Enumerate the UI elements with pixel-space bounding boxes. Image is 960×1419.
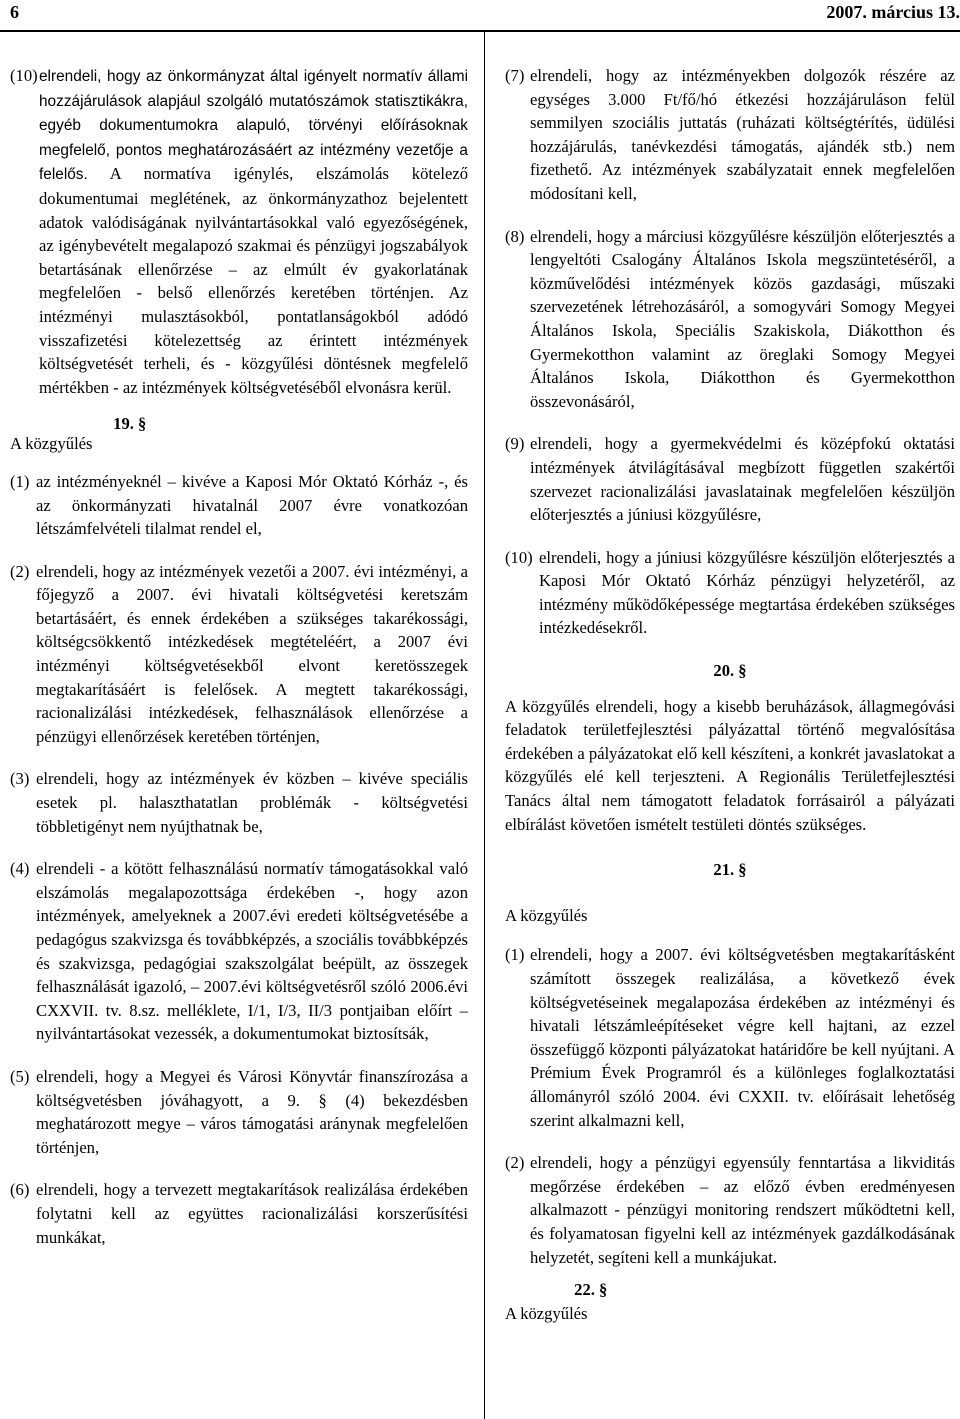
paragraph-item	[10, 470, 468, 541]
section-heading-row	[10, 414, 468, 456]
item-number: (2)	[505, 1153, 525, 1173]
paragraph-item	[10, 64, 468, 399]
item-number: (1)	[10, 471, 30, 491]
section-title: 19. §	[113, 414, 147, 434]
right-item-list-b	[505, 943, 955, 1269]
paragraph-item	[505, 1151, 955, 1269]
item-number: (2)	[10, 561, 30, 581]
section-lead: A közgyűlés	[10, 434, 93, 454]
item-text: elrendeli, hogy a tervezett megtakarítások realizálása érdekében folytatni kell az együttes racionalizálási korszerűsítési munkákat,	[36, 1180, 468, 1247]
left-item-list	[10, 470, 468, 1249]
item-number: (5)	[10, 1066, 30, 1086]
right-column	[505, 64, 955, 1326]
paragraph-item	[505, 943, 955, 1132]
paragraph-item	[10, 1178, 468, 1249]
page-number: 6	[10, 2, 19, 22]
issue-date: 2007. március 13.	[826, 2, 960, 22]
section-title: 21. §	[713, 860, 747, 880]
section-lead: A közgyűlés	[505, 1304, 588, 1324]
item-number: (9)	[505, 434, 525, 454]
paragraph-item	[10, 767, 468, 838]
item-number: (10)	[10, 66, 38, 85]
item-text: elrendeli, hogy az intézményekben dolgozók részére az egységes 3.000 Ft/fő/hó étkezési hozzájáruláson felül semmilyen szociális juttatás (ruházati költségtérítés, üdülési hozzájárulás, tanévkezdési támogatás, ajándék stb.) nem fizethető. Az intézmények szabályzatait ennek megfelelően módosítani kell,	[530, 66, 955, 203]
item-text: elrendeli, hogy a pénzügyi egyensúly fenntartása a likviditás megőrzése érdekében – az előző évben eredményesen alkalmazott - pénzügyi monitoring rendszert működtetni kell, és folyamatosan figyelni kell az intézmények gazdálkodásának helyzetét, segíteni kell a munkájukat.	[530, 1153, 955, 1267]
item-number: (1)	[505, 945, 525, 965]
paragraph-item	[505, 64, 955, 206]
item-number: (6)	[10, 1180, 30, 1200]
section-title: 20. §	[713, 661, 747, 681]
item-text: elrendeli, hogy az intézmények vezetői a 2007. évi intézményi, a főjegyző a 2007. évi hivatali költségvetési keretszám betartásáért, és ennek érdekében a szükséges takarékossági, költségcsökkentő intézkedések megtételéért, a 2007 évi intézményi költségvetésekből elvont keretösszegek megtakarításáért is felelősek. A megtett takarékossági, racionalizálási intézkedések, felhasználások ellenőrzése a pénzügyi ellenőrzések keretében történjen,	[36, 561, 468, 746]
item-text: elrendeli, hogy a 2007. évi költségvetésben megtakarításként számított összegek realizálása, a következő évek költségvetéseinek megalapozása érdekében az intézményi és hivatali létszámleépítéseket végre kell hajtani, az ezzel összefüggő központi pályázatokat határidőre be kell nyújtani. A Prémium Évek Programról és a különleges foglalkoztatási állományról szóló 2004. évi CXXII. tv. előírásait lehetőség szerint alkalmazni kell,	[530, 945, 955, 1130]
item-number: (7)	[505, 66, 525, 85]
column-divider	[484, 32, 485, 1419]
page-header	[10, 2, 960, 26]
right-item-list-a	[505, 64, 955, 640]
item-text	[39, 64, 468, 399]
section-heading-row	[505, 1280, 955, 1324]
item-text: elrendeli, hogy a júniusi közgyűlésre készüljön előterjesztés a Kaposi Mór Oktató Kórház pénzügyi helyzetéről, az intézmény működőképessége megtartása érdekében szükséges intézkedésekről.	[539, 547, 955, 638]
header-rule	[0, 30, 960, 32]
section-text: A közgyűlés elrendeli, hogy a kisebb beruházások, állagmegóvási feladatok területfejlesztési pályázattal történő megvalósítása érdekében a pályázatokat elő kell készíteni, a konkrét javaslatokat a közgyűlés elé kell terjeszteni. A Regionális Területfejlesztési Tanács által nem támogatott feladatok forrásairól a pályázati elbírálást követően ismételt testületi döntés szükséges.	[505, 696, 955, 834]
item-text: elrendeli, hogy a gyermekvédelmi és középfokú oktatási intézmények átvilágításával megbízott független szakértői szervezet racionalizálási javaslatainak megfelelően készüljön előterjesztés a júniusi közgyűlésre,	[530, 434, 955, 525]
paragraph-item	[505, 225, 955, 414]
item-text-serif: A normatíva igénylés, elszámolás kötelező dokumentumai meglétének, az önkormányzathoz bejelentett adatok valódiságának nyilvántartásokkal való egyezőségének, az igénybevételt megalapozó szakmai és pénzügyi jogszabályok betartásának ellenőrzése – az elmúlt év gyakorlatának megfelelően - belső ellenőrzés keretében történjen. Az intézményi mulasztásokból, pontatlanságokból adódó visszafizetési kötelezettség az érintett intézmények költségvetését terheli, és - közgyűlési döntésnek megfelelő mértékben - az intézmények költségvetéséből elvonásra kerül.	[39, 164, 468, 397]
left-column	[10, 64, 468, 1268]
section-title: 22. §	[574, 1280, 608, 1300]
item-text: az intézményeknél – kivéve a Kaposi Mór Oktató Kórház -, és az önkormányzati hivatalnál 2007 évre vonatkozóan létszámfelvételi tilalmat rendel el,	[36, 471, 468, 539]
item-text: elrendeli - a kötött felhasználású normatív támogatásokkal való elszámolás megalapozottsága érdekében -, hogy azon intézmények, amelyeknek a 2007.évi eredeti költségvetésébe a pedagógus szakvizsga és továbbképzés, a szociális továbbképzés és szakvizsga, pedagógiai szakszolgálat beépült, az összegek felhasználását igazoló, – 2007.évi költségvetésről szóló 2006.évi CXXVII. tv. 8.sz. melléklete, I/1, I/3, II/3 pontjaiban előírt – nyilvántartásokat vezessék, a dokumentumokat biztosítsák,	[36, 859, 468, 1044]
item-text: elrendeli, hogy az intézmények év közben – kivéve speciális esetek pl. halaszthatatlan problémák - költségvetési többletigényt nem nyújthatnak be,	[36, 769, 468, 836]
paragraph-item	[10, 560, 468, 749]
item-text: elrendeli, hogy a márciusi közgyűlésre készüljön előterjesztés a lengyeltóti Csalogány Általános Iskola megszüntetéséről, a közművelődési intézmények közös gazdasági, műszaki szervezetének létrehozásáról, a somogyvári Somogy Megyei Általános Iskola, Speciális Szakiskola, Diákotthon és Gyermekotthon valamint az öreglaki Somogy Megyei Általános Iskola, Diákotthon és Gyermekotthon összevonásáról,	[530, 226, 955, 411]
item-number: (3)	[10, 769, 30, 789]
paragraph-item	[10, 857, 468, 1046]
item-text: elrendeli, hogy a Megyei és Városi Könyvtár finanszírozása a költségvetésben jóváhagyott, a 9. § (4) bekezdésben meghatározott megye – város támogatási aránynak megfelelően történjen,	[36, 1066, 468, 1157]
paragraph-item	[505, 432, 955, 526]
item-number: (4)	[10, 859, 30, 879]
paragraph-item	[505, 546, 955, 640]
item-number: (10)	[505, 547, 533, 567]
section-lead: A közgyűlés	[505, 905, 588, 925]
item-number: (8)	[505, 226, 525, 246]
paragraph-item	[10, 1065, 468, 1159]
item-text-sans: elrendeli, hogy az önkormányzat által igényelt normatív állami hozzájárulások alapjául szolgáló mutatószámok statisztikákra, egyéb dokumentumokra alapuló, törvényi előírásoknak megfelelő, pontos meghatározásáért az intézmény vezetője a felelős.	[39, 68, 468, 184]
